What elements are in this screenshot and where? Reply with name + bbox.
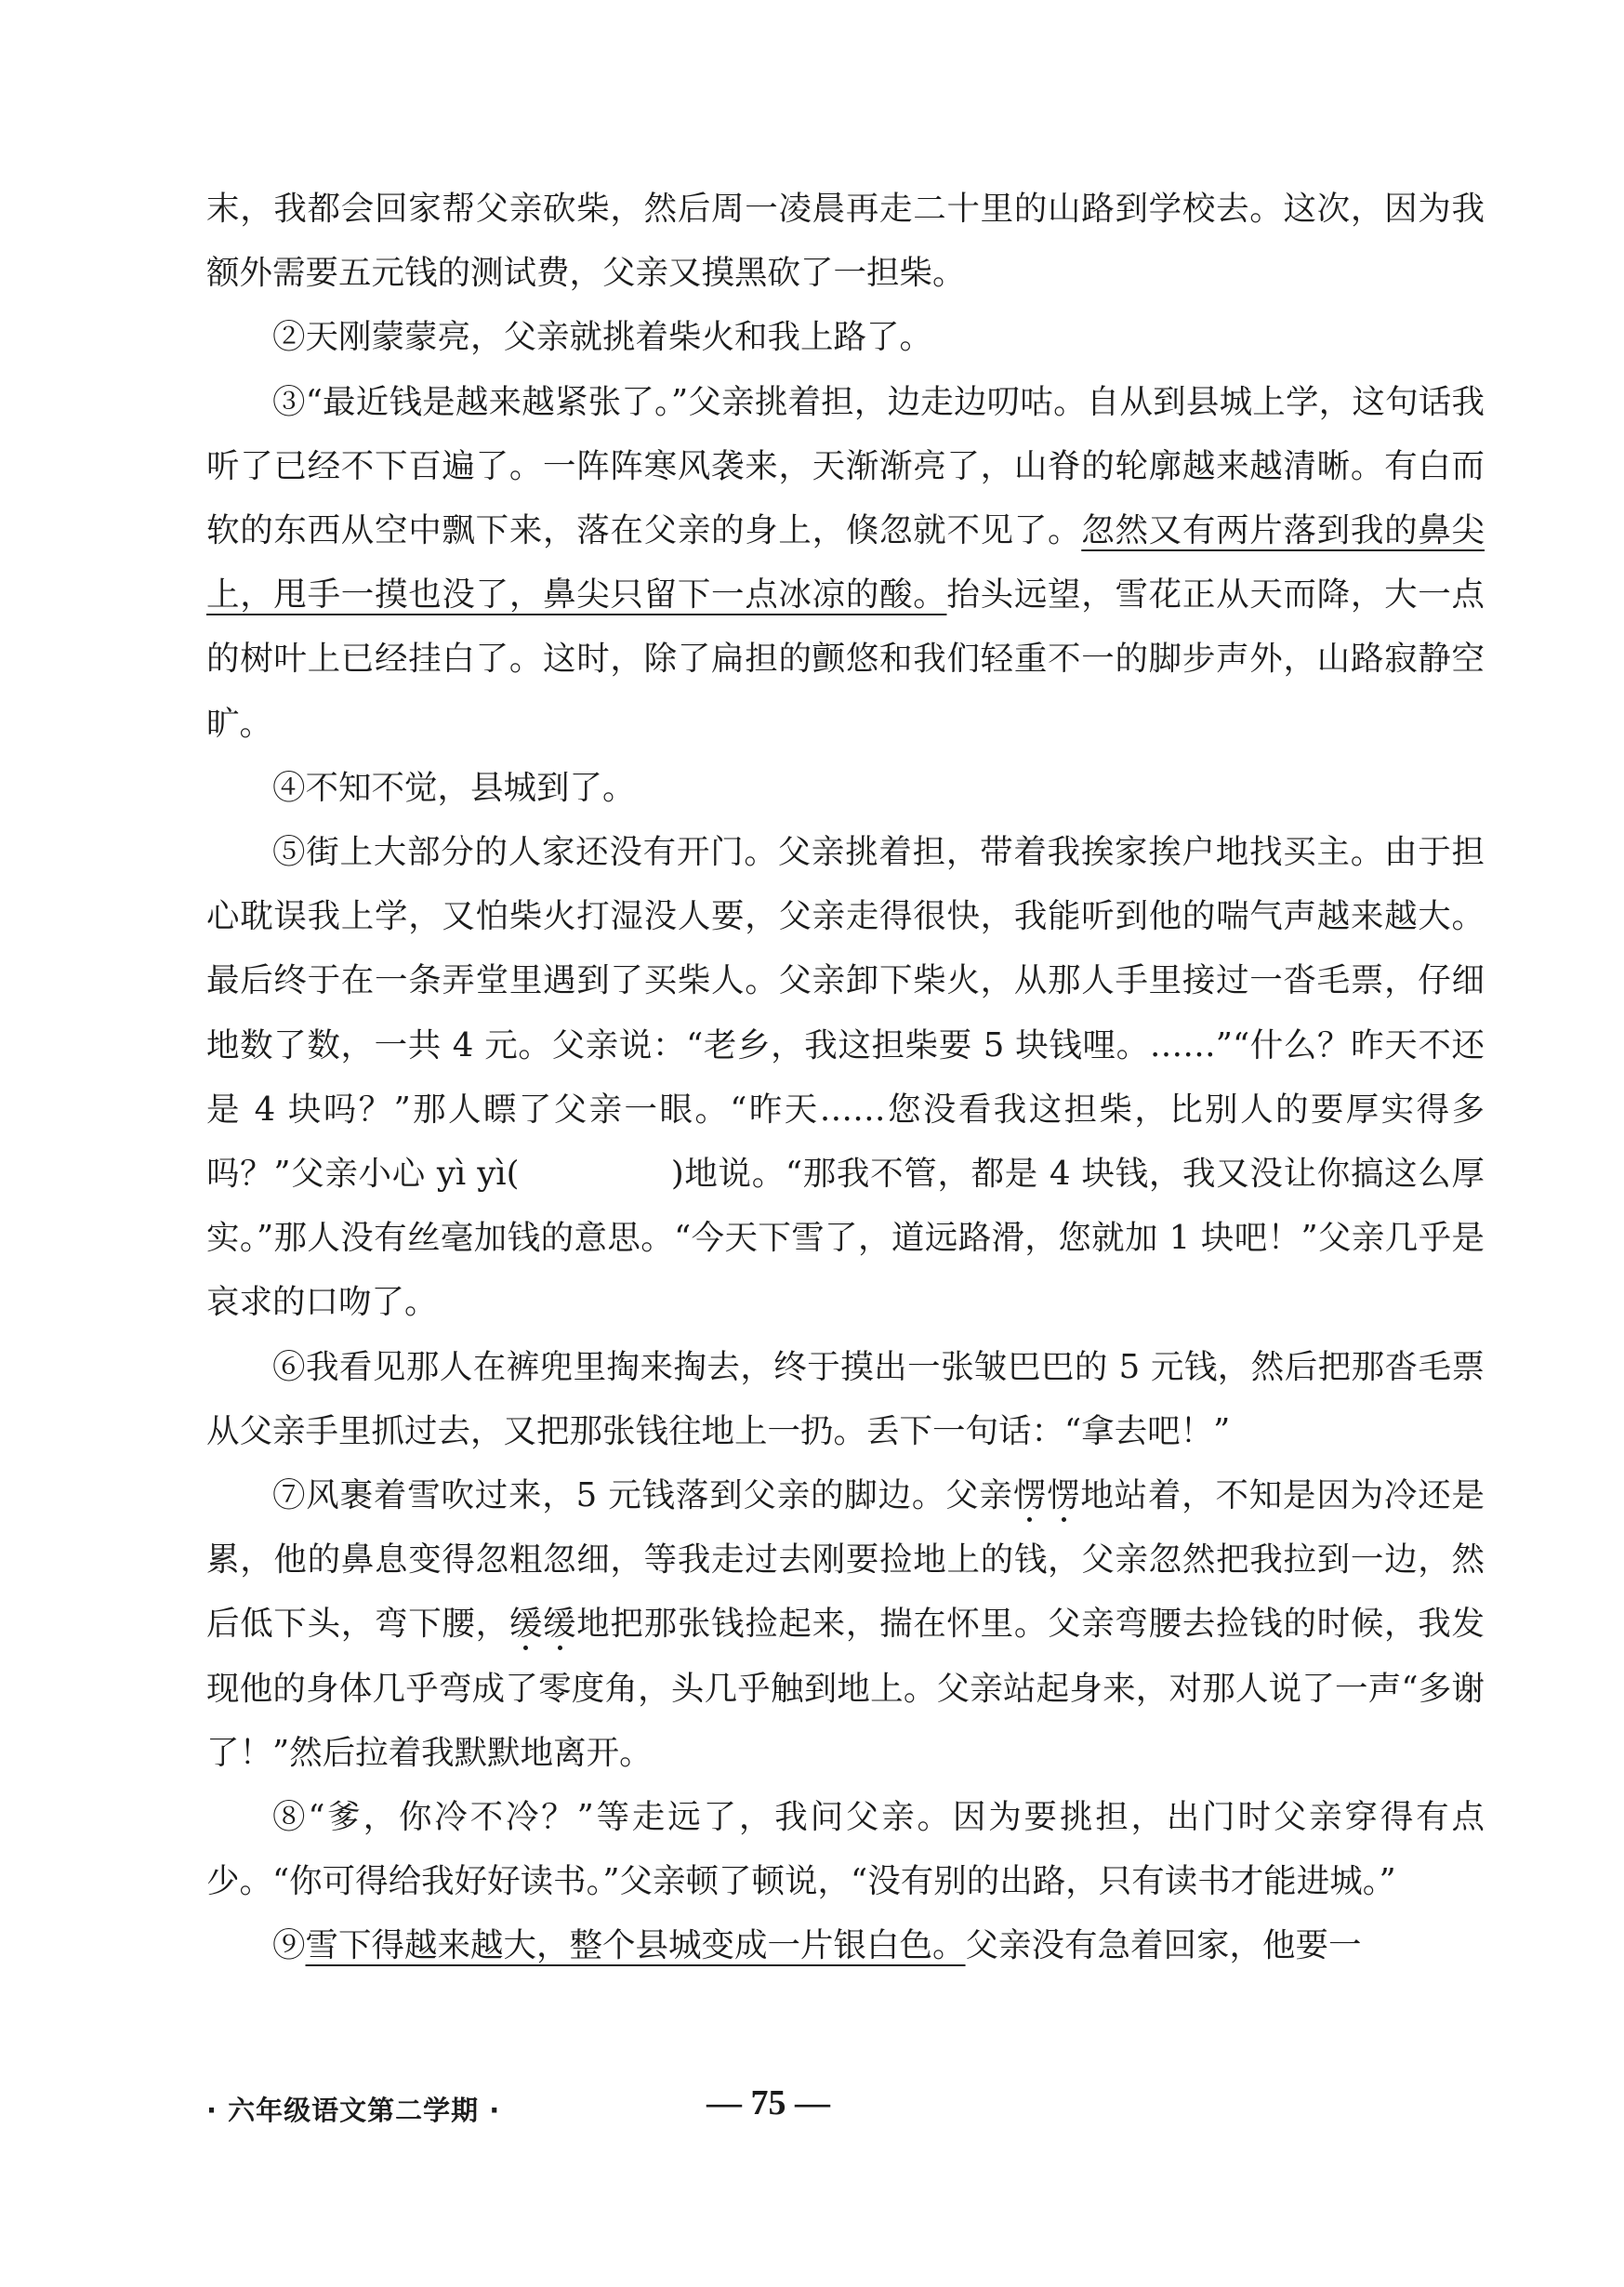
emphasis-dot-char: 愣 — [1012, 1476, 1048, 1515]
paragraph-9-underlined-sentence: 雪下得越来越大，整个县城变成一片银白色。 — [305, 1926, 966, 1965]
paragraph-5-text-b: )地说。“那我不管，都是 4 块钱，我又没让你搞这么厚实。”那人没有丝毫加钱的意思。“今天下雪了，道远路滑，您就加 1 块吧！”父亲几乎是哀求的口吻了。 — [206, 1155, 1485, 1322]
paragraph-2: ②天刚蒙蒙亮，父亲就挑着柴火和我上路了。 — [272, 318, 933, 357]
paragraph-5-text-a: ⑤街上大部分的人家还没有开门。父亲挑着担，带着我挨家挨户地找买主。由于担心耽误我上学，又怕柴火打湿没人要，父亲走得很快，我能听到他的喘气声越来越大。最后终于在一条弄堂里遇到了买柴人。父亲卸下柴火，从那人手里接过一沓毛票，仔细地数了数，一共 4 元。父亲说：“老乡，我这担柴要 5 块钱哩。……”“什么？昨天不还是 4 块吗？”那人瞟了父亲一眼。“昨天……您没看我这担柴，比别人的要厚实得多吗？”父亲小心 yì yì( — [206, 833, 1485, 1194]
paragraph-7 — [206, 1463, 1485, 1785]
emphasis-dot-char: 缓 — [543, 1605, 577, 1644]
emphasis-word-huanhuan — [509, 1605, 576, 1643]
paragraph-3-underlined-sentence: 忽然又有两片落到我的鼻尖上，甩手一摸也没了，鼻尖只留下一点冰凉的酸。 — [206, 511, 1485, 615]
paragraph-5 — [206, 820, 1485, 1335]
passage-body — [206, 177, 1485, 1978]
paragraph-9-text: 父亲没有急着回家，他要一 — [965, 1926, 1362, 1965]
paragraph-3-text-a: ③“最近钱是越来越紧张了。”父亲挑着担，边走边叨咕。自从到县城上学，这句话我听了已经不下百遍了。一阵阵寒风袭来，天渐渐亮了，山脊的轮廓越来越清晰。有白而软的东西从空中飘下来，落在父亲的身上，倏忽就不见了。 — [206, 382, 1485, 550]
paragraph-7-text-c: 地把那张钱捡起来，揣在怀里。父亲弯腰去捡钱的时候，我发现他的身体几乎弯成了零度角，头几乎触到地上。父亲站起身来，对那人说了一声“多谢了！”然后拉着我默默地离开。 — [206, 1605, 1485, 1772]
paragraph-7-text-a: ⑦风裹着雪吹过来，5 元钱落到父亲的脚边。父亲 — [272, 1476, 1013, 1515]
paragraph-6: ⑥我看见那人在裤兜里掏来掏去，终于摸出一张皱巴巴的 5 元钱，然后把那沓毛票从父亲手里抓过去，又把那张钱往地上一扔。丢下一句话：“拿去吧！” — [206, 1347, 1485, 1450]
paragraph-8: ⑧“爹，你冷不冷？”等走远了，我问父亲。因为要挑担，出门时父亲穿得有点少。“你可得给我好好读书。”父亲顿了顿说，“没有别的出路，只有读书才能进城。” — [206, 1798, 1485, 1901]
emphasis-dot-char: 愣 — [1047, 1476, 1081, 1515]
emphasis-dot-char: 缓 — [508, 1605, 544, 1644]
paragraph-4: ④不知不觉，县城到了。 — [272, 768, 636, 807]
paragraph-9-number: ⑨ — [272, 1926, 306, 1965]
book-title-footer: · 六年级语文第二学期 · — [206, 2095, 501, 2126]
paragraph-3 — [206, 370, 1485, 756]
paragraph-9 — [206, 1913, 1485, 1977]
page-number: — 75 — — [706, 2083, 830, 2122]
paragraph-continued: 末，我都会回家帮父亲砍柴，然后周一凌晨再走二十里的山路到学校去。这次，因为我额外需要五元钱的测试费，父亲又摸黑砍了一担柴。 — [206, 190, 1485, 293]
paragraph-3-text-b: 抬头远望，雪花正从天而降，大一点的树叶上已经挂白了。这时，除了扁担的颤悠和我们轻重不一的脚步声外，山路寂静空旷。 — [206, 575, 1485, 743]
emphasis-word-lengleng — [1013, 1476, 1081, 1514]
paragraph-7-text-b: 地站着，不知是因为冷还是累，他的鼻息变得忽粗忽细，等我走过去刚要捡地上的钱，父亲忽然把我拉到一边，然后低下头，弯下腰， — [206, 1476, 1485, 1644]
